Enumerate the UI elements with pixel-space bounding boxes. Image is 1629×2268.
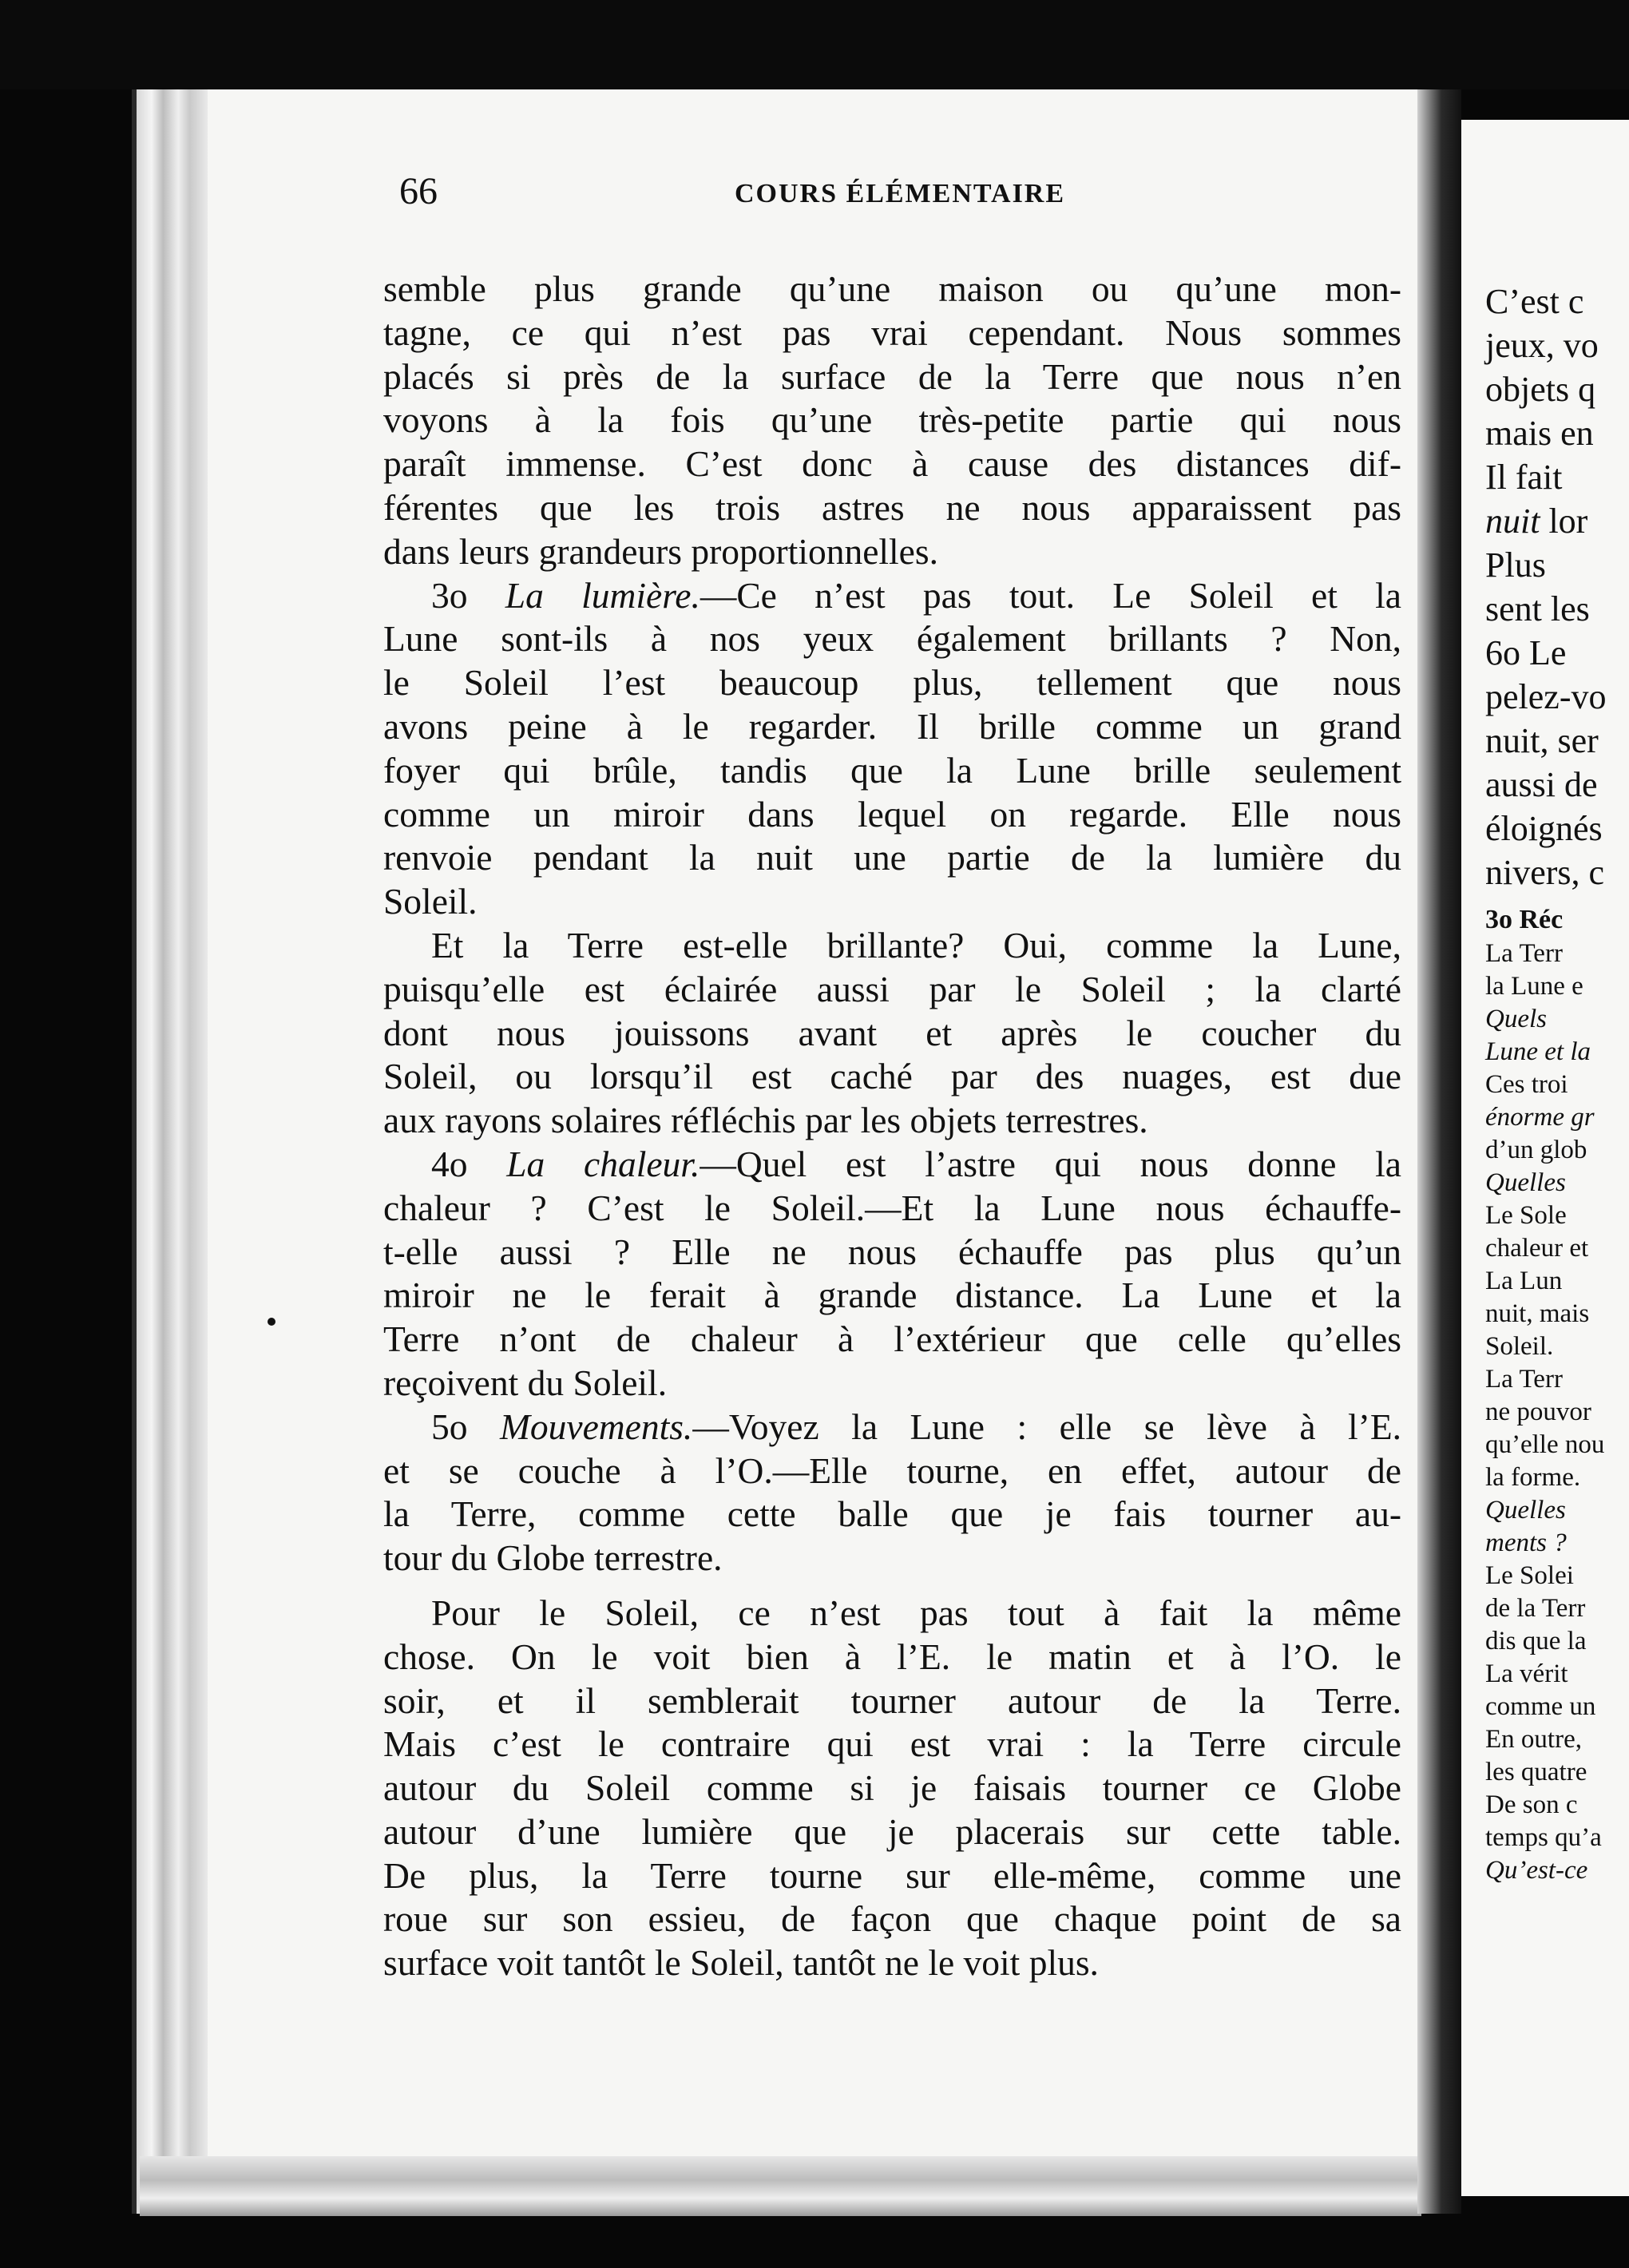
text-line: chaleur ? C’est le Soleil.—Et la Lune nous échauffe- bbox=[383, 1187, 1401, 1228]
header-title: COURS ÉLÉMENTAIRE bbox=[735, 179, 1066, 208]
right-text-line: dis que la bbox=[1485, 1627, 1587, 1655]
right-text-line: Le Sole bbox=[1485, 1201, 1567, 1230]
page-bottom-edge bbox=[140, 2156, 1421, 2216]
text-line: Pour le Soleil, ce n’est pas tout à fait la même bbox=[431, 1592, 1401, 1633]
section-heading-line bbox=[383, 1143, 1401, 1187]
right-text-line: énorme gr bbox=[1485, 1103, 1595, 1132]
right-text-line: De son c bbox=[1485, 1790, 1578, 1819]
text-line: Terre n’ont de chaleur à l’extérieur que celle qu’elles bbox=[383, 1318, 1401, 1360]
section-title: La chaleur. bbox=[506, 1143, 700, 1184]
right-text-line: Lune et la bbox=[1485, 1037, 1591, 1066]
right-text-line: les quatre bbox=[1485, 1758, 1587, 1786]
page-edges bbox=[132, 89, 212, 2214]
right-text-line: comme un bbox=[1485, 1692, 1596, 1721]
right-text-line: la Lune e bbox=[1485, 972, 1583, 1001]
right-text-line: ments ? bbox=[1485, 1529, 1567, 1557]
text-line: comme un miroir dans lequel on regarde. Elle nous bbox=[383, 793, 1401, 835]
right-text-line: C’est c bbox=[1485, 282, 1584, 321]
right-text-line: Soleil. bbox=[1485, 1332, 1554, 1361]
right-text-line: Quels bbox=[1485, 1005, 1547, 1033]
text-line: placés si près de la surface de la Terre que nous n’en bbox=[383, 355, 1401, 397]
right-text-line: jeux, vo bbox=[1485, 326, 1599, 365]
section-heading-line bbox=[383, 574, 1401, 618]
margin-mark bbox=[268, 1318, 275, 1326]
right-text-line: ne pouvor bbox=[1485, 1398, 1591, 1426]
section-number: 4o bbox=[431, 1143, 507, 1184]
text-line: reçoivent du Soleil. bbox=[383, 1362, 668, 1403]
right-text-line: La Terr bbox=[1485, 939, 1563, 968]
right-text-line: nuit, ser bbox=[1485, 721, 1599, 760]
text-line: autour du Soleil comme si je faisais tourner ce Globe bbox=[383, 1767, 1401, 1809]
right-text-line: qu’elle nou bbox=[1485, 1430, 1605, 1459]
right-text-line: Plus bbox=[1485, 545, 1546, 585]
section-number: 5o bbox=[431, 1406, 500, 1447]
text-line: avons peine à le regarder. Il brille comme un grand bbox=[383, 705, 1401, 747]
right-text-line: Il fait bbox=[1485, 458, 1563, 497]
section-title: La lumière. bbox=[505, 574, 700, 616]
page-number: 66 bbox=[399, 170, 438, 212]
right-page-text bbox=[1485, 280, 1629, 1887]
text-line: la Terre, comme cette balle que je fais tourner au- bbox=[383, 1493, 1401, 1535]
section-heading-line bbox=[383, 1406, 1401, 1449]
text-line: soir, et il semblerait tourner autour de la Terre. bbox=[383, 1679, 1401, 1721]
right-text-line: Ces troi bbox=[1485, 1070, 1568, 1099]
right-text-line: d’un glob bbox=[1485, 1136, 1587, 1164]
text-line: De plus, la Terre tourne sur elle-même, comme une bbox=[383, 1854, 1401, 1896]
text-line: Et la Terre est-elle brillante? Oui, comme la Lune, bbox=[431, 924, 1401, 965]
text-line: le Soleil l’est beaucoup plus, tellement que nous bbox=[383, 662, 1401, 704]
body-text bbox=[383, 268, 1401, 1985]
right-text-line: éloignés bbox=[1485, 809, 1603, 848]
text-line: aux rayons solaires réfléchis par les objets terrestres. bbox=[383, 1100, 1148, 1141]
text-line: paraît immense. C’est donc à cause des distances dif- bbox=[383, 443, 1401, 485]
right-text-line: nivers, c bbox=[1485, 853, 1605, 892]
text-line: autour d’une lumière que je placerais sur cette table. bbox=[383, 1810, 1401, 1852]
section-lead: —Voyez la Lune : elle se lève à l’E. bbox=[692, 1406, 1401, 1447]
running-head bbox=[399, 169, 1302, 233]
right-text-line: nuit lor bbox=[1485, 502, 1588, 541]
right-text-line: sent les bbox=[1485, 589, 1590, 628]
text-line: voyons à la fois qu’une très-petite partie qui nous bbox=[383, 399, 1401, 441]
right-text-line: En outre, bbox=[1485, 1725, 1582, 1754]
text-line: et se couche à l’O.—Elle tourne, en effet, autour de bbox=[383, 1449, 1401, 1491]
right-text-line: temps qu’a bbox=[1485, 1823, 1602, 1852]
right-text-line: Le Solei bbox=[1485, 1561, 1574, 1590]
right-text-line: de la Terr bbox=[1485, 1594, 1586, 1623]
right-text-line: Quelles bbox=[1485, 1168, 1566, 1197]
text-line: Mais c’est le contraire qui est vrai : la Terre circule bbox=[383, 1723, 1401, 1765]
right-text-line: la forme. bbox=[1485, 1463, 1581, 1492]
right-text-line: aussi de bbox=[1485, 765, 1598, 804]
right-text-line: La vérit bbox=[1485, 1659, 1568, 1688]
text-line: surface voit tantôt le Soleil, tantôt ne le voit plus. bbox=[383, 1942, 1099, 1984]
right-page bbox=[1461, 120, 1629, 2196]
right-text-line: mais en bbox=[1485, 414, 1594, 453]
text-line: Lune sont-ils à nos yeux également brillants ? Non, bbox=[383, 618, 1401, 660]
text-line: t-elle aussi ? Elle ne nous échauffe pas plus qu’un bbox=[383, 1231, 1401, 1272]
right-text-line: Quelles bbox=[1485, 1496, 1566, 1525]
right-text-line: pelez-vo bbox=[1485, 677, 1607, 716]
section-lead: —Quel est l’astre qui nous donne la bbox=[700, 1143, 1402, 1184]
text-line: puisqu’elle est éclairée aussi par le Soleil ; la clarté bbox=[383, 968, 1401, 1009]
right-text-line: La Terr bbox=[1485, 1365, 1563, 1394]
right-text-line: La Lun bbox=[1485, 1267, 1563, 1295]
text-line: Soleil, ou lorsqu’il est caché par des nuages, est due bbox=[383, 1056, 1401, 1097]
right-text-line: chaleur et bbox=[1485, 1234, 1589, 1263]
text-line: férentes que les trois astres ne nous apparaissent pas bbox=[383, 486, 1401, 528]
section-lead: —Ce n’est pas tout. Le Soleil et la bbox=[700, 574, 1402, 616]
right-text-line: objets q bbox=[1485, 370, 1596, 409]
right-text-line: 6o Le bbox=[1485, 633, 1567, 672]
section-number: 3o bbox=[431, 574, 505, 616]
scan-background bbox=[0, 0, 1629, 89]
text-line: renvoie pendant la nuit une partie de la lumière du bbox=[383, 837, 1401, 878]
text-line: semble plus grande qu’une maison ou qu’une mon- bbox=[383, 268, 1401, 309]
right-text-line: nuit, mais bbox=[1485, 1299, 1590, 1328]
text-line: dans leurs grandeurs proportionnelles. bbox=[383, 530, 938, 572]
book-gutter bbox=[1417, 89, 1461, 2214]
text-line: chose. On le voit bien à l’E. le matin et à l’O. le bbox=[383, 1636, 1401, 1677]
text-line: Soleil. bbox=[383, 881, 478, 922]
text-line: tour du Globe terrestre. bbox=[383, 1537, 723, 1579]
section-title: Mouvements. bbox=[499, 1406, 693, 1447]
text-line: foyer qui brûle, tandis que la Lune brille seulement bbox=[383, 749, 1401, 791]
text-line: roue sur son essieu, de façon que chaque point de sa bbox=[383, 1898, 1401, 1940]
text-line: miroir ne le ferait à grande distance. La Lune et la bbox=[383, 1275, 1401, 1316]
text-line: dont nous jouissons avant et après le coucher du bbox=[383, 1012, 1401, 1053]
text-line: tagne, ce qui n’est pas vrai cependant. Nous sommes bbox=[383, 311, 1401, 353]
right-text-line: 3o Réc bbox=[1485, 905, 1564, 934]
right-text-line: Qu’est-ce bbox=[1485, 1856, 1588, 1885]
